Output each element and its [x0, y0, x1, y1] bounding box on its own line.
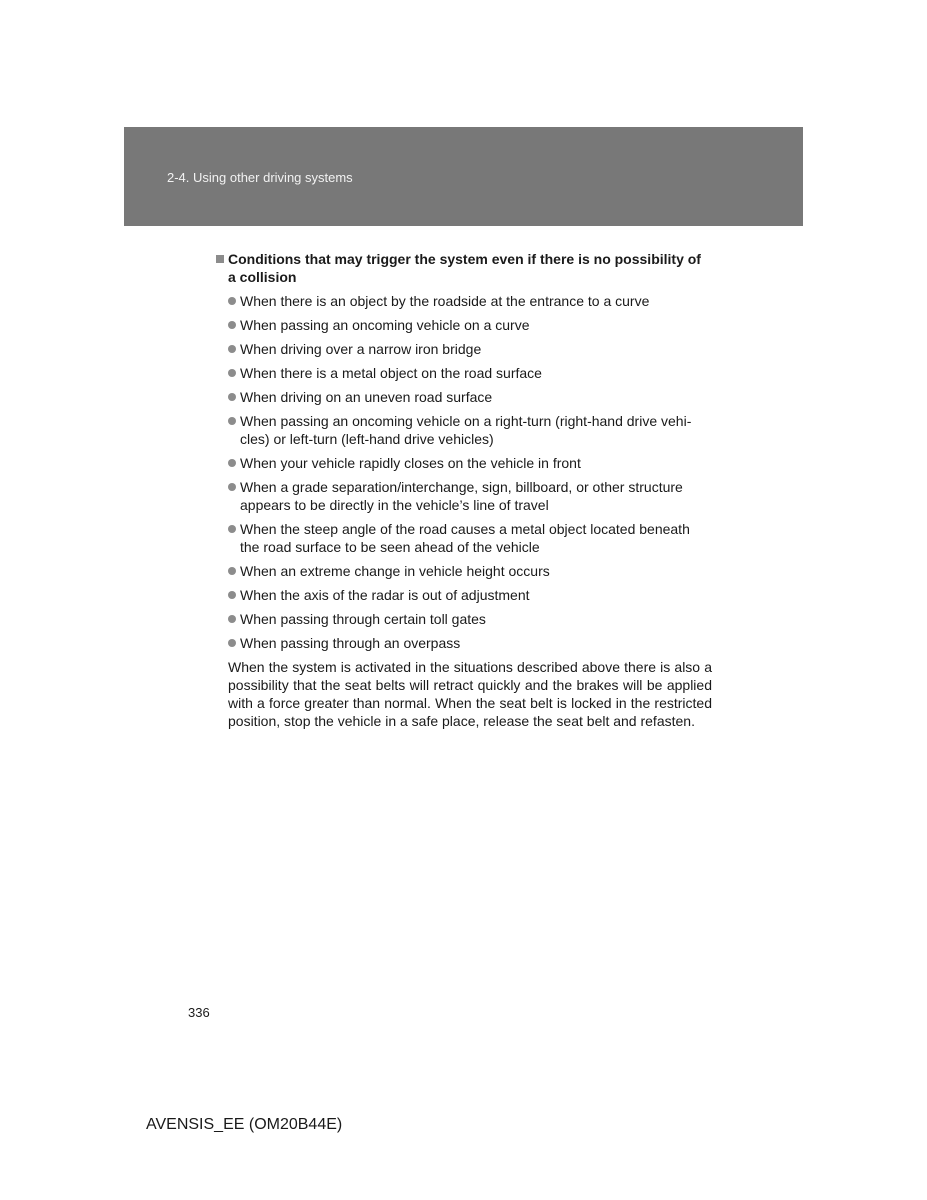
list-item-text: When your vehicle rapidly closes on the vehicle in front: [240, 455, 581, 471]
list-item-text: When passing through an overpass: [240, 635, 461, 651]
page-number: 336: [188, 1005, 210, 1020]
conditions-list: [216, 292, 712, 652]
circle-bullet-icon: [228, 615, 236, 623]
list-item: [216, 412, 712, 448]
circle-bullet-icon: [228, 639, 236, 647]
heading-text: Conditions that may trigger the system even if there is no possibility of a collision: [228, 251, 701, 285]
list-item: [216, 388, 712, 406]
list-item: [216, 478, 712, 514]
main-content: [216, 250, 712, 730]
list-item-text: When passing an oncoming vehicle on a curve: [240, 317, 530, 333]
section-title: 2-4. Using other driving systems: [167, 170, 353, 185]
list-item-text: When an extreme change in vehicle height occurs: [240, 563, 550, 579]
list-item-text: When passing an oncoming vehicle on a right-turn (right-hand drive vehi-cles) or left-turn (left-hand drive vehicles): [240, 413, 692, 447]
list-item: [216, 520, 712, 556]
conditions-heading: [216, 250, 712, 286]
circle-bullet-icon: [228, 567, 236, 575]
circle-bullet-icon: [228, 393, 236, 401]
square-bullet-icon: [216, 255, 224, 263]
list-item: [216, 634, 712, 652]
list-item: [216, 316, 712, 334]
note-paragraph: When the system is activated in the situations described above there is also a possibility that the seat belts will retract quickly and the brakes will be applied with a force greater than normal. When the seat belt is locked in the restricted position, stop the vehicle in a safe place, release the seat belt and refasten.: [228, 659, 712, 729]
list-item: [216, 610, 712, 628]
circle-bullet-icon: [228, 369, 236, 377]
list-item: [216, 364, 712, 382]
list-item-text: When there is an object by the roadside at the entrance to a curve: [240, 293, 650, 309]
circle-bullet-icon: [228, 591, 236, 599]
list-item-text: When a grade separation/interchange, sign, billboard, or other structure appears to be directly in the vehicle’s line of travel: [240, 479, 683, 513]
section-header-band: [124, 127, 803, 226]
circle-bullet-icon: [228, 525, 236, 533]
circle-bullet-icon: [228, 459, 236, 467]
circle-bullet-icon: [228, 345, 236, 353]
list-item-text: When the axis of the radar is out of adjustment: [240, 587, 530, 603]
circle-bullet-icon: [228, 297, 236, 305]
circle-bullet-icon: [228, 417, 236, 425]
list-item-text: When passing through certain toll gates: [240, 611, 486, 627]
list-item: [216, 562, 712, 580]
circle-bullet-icon: [228, 483, 236, 491]
list-item: [216, 340, 712, 358]
list-item: [216, 454, 712, 472]
list-item-text: When driving on an uneven road surface: [240, 389, 493, 405]
list-item: [216, 586, 712, 604]
list-item-text: When there is a metal object on the road surface: [240, 365, 542, 381]
list-item-text: When the steep angle of the road causes a metal object located beneath the road surface to be seen ahead of the vehicle: [240, 521, 690, 555]
list-item: [216, 292, 712, 310]
list-item-text: When driving over a narrow iron bridge: [240, 341, 482, 357]
footer-model-code: AVENSIS_EE (OM20B44E): [146, 1116, 343, 1133]
circle-bullet-icon: [228, 321, 236, 329]
